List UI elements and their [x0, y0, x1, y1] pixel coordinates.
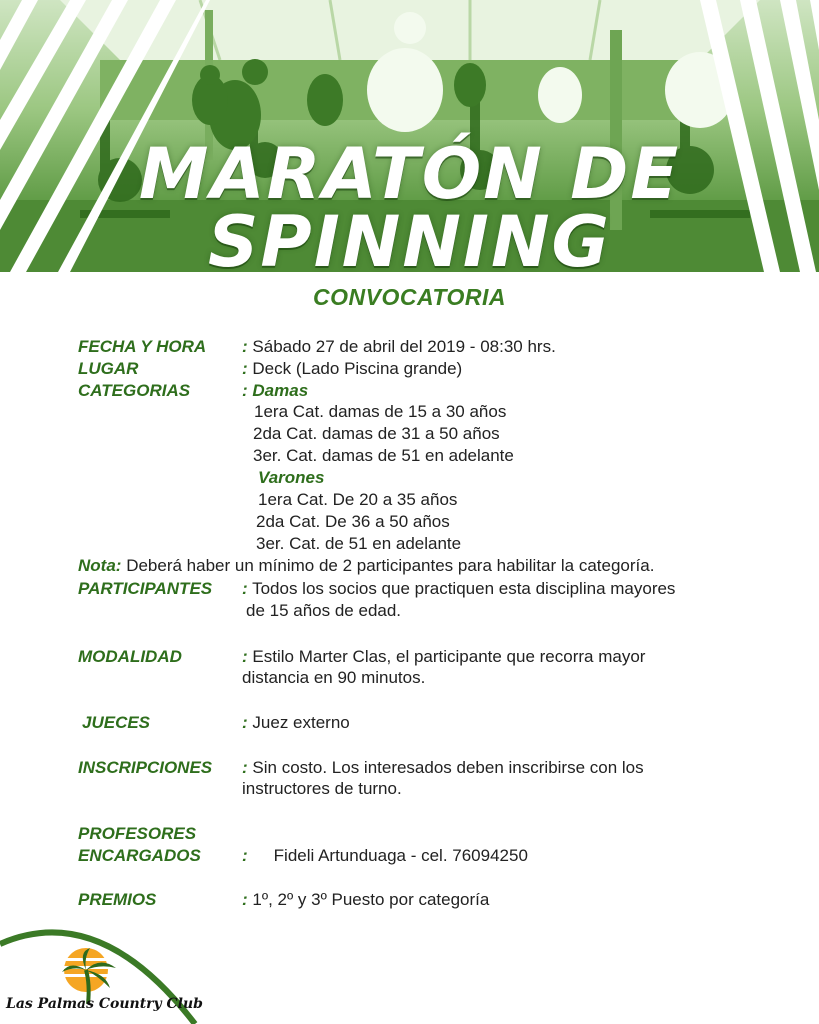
lugar-text: Deck (Lado Piscina grande): [252, 359, 463, 378]
colon: :: [242, 579, 248, 598]
value-lugar: [242, 358, 462, 380]
value-profesores: [242, 845, 528, 867]
colon: :: [242, 359, 248, 378]
label-premios: PREMIOS: [78, 890, 157, 909]
colon: :: [242, 758, 248, 777]
logo-text: Las Palmas Country Club: [6, 996, 203, 1012]
value-jueces: [242, 712, 350, 734]
modalidad-line1: Estilo Marter Clas, el participante que recorra mayor: [252, 647, 646, 666]
colon: :: [242, 890, 248, 909]
participantes-line2: de 15 años de edad.: [246, 601, 402, 620]
label-profesores-2: ENCARGADOS: [78, 846, 201, 865]
colon: :: [242, 647, 248, 666]
club-logo: [0, 910, 210, 1024]
label-jueces: JUECES: [82, 713, 151, 732]
label-participantes: PARTICIPANTES: [78, 579, 213, 598]
hero-title-line1: MARATÓN DE: [138, 133, 681, 215]
premios-text: 1º, 2º y 3º Puesto por categoría: [252, 890, 490, 909]
colon: :: [242, 381, 248, 400]
value-participantes-1: [242, 578, 675, 600]
fecha-text: Sábado 27 de abril del 2019 - 08:30 hrs.: [252, 337, 556, 356]
note: [78, 556, 654, 576]
label-modalidad: MODALIDAD: [78, 647, 182, 666]
varones-cat-2: 2da Cat. De 36 a 50 años: [256, 512, 450, 531]
damas-cat-2: 2da Cat. damas de 31 a 50 años: [253, 424, 500, 443]
label-profesores-1: PROFESORES: [78, 824, 197, 843]
varones-title: Varones: [258, 468, 325, 487]
colon: :: [242, 337, 248, 356]
label-categorias: CATEGORIAS: [78, 381, 191, 400]
profesores-text: Fideli Artunduaga - cel. 76094250: [273, 846, 528, 865]
inscripciones-line1: Sin costo. Los interesados deben inscribirse con los: [252, 758, 644, 777]
participantes-line1: Todos los socios que practiquen esta disciplina mayores: [252, 579, 676, 598]
categorias-damas-title: [242, 380, 308, 402]
label-lugar: LUGAR: [78, 359, 139, 378]
modalidad-line2: distancia en 90 minutos.: [242, 668, 426, 687]
inscripciones-line2: instructores de turno.: [242, 779, 402, 798]
damas-cat-3: 3er. Cat. damas de 51 en adelante: [253, 446, 514, 465]
value-premios: [242, 889, 489, 911]
damas-cat-1: 1era Cat. damas de 15 a 30 años: [254, 402, 507, 421]
varones-cat-3: 3er. Cat. de 51 en adelante: [256, 534, 462, 553]
jueces-text: Juez externo: [252, 713, 350, 732]
value-modalidad-1: [242, 646, 645, 668]
varones-cat-1: 1era Cat. De 20 a 35 años: [258, 490, 458, 509]
colon: :: [242, 846, 248, 865]
value-fecha: [242, 336, 556, 358]
hero-title-line2: SPINNING: [207, 201, 612, 272]
value-inscripciones-1: [242, 757, 644, 779]
note-label: Nota:: [78, 556, 122, 575]
label-fecha: FECHA Y HORA: [78, 337, 207, 356]
label-inscripciones: INSCRIPCIONES: [78, 758, 213, 777]
subtitle: CONVOCATORIA: [313, 284, 506, 310]
note-text: Deberá haber un mínimo de 2 participantes para habilitar la categoría.: [126, 556, 655, 575]
colon: :: [242, 713, 248, 732]
damas-title: Damas: [252, 381, 309, 400]
